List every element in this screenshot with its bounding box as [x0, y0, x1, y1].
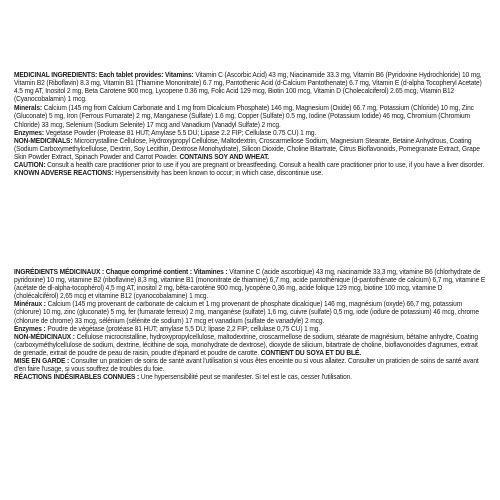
adverse-reactions-label: KNOWN ADVERSE REACTIONS:	[14, 169, 114, 178]
caution-paragraph	[14, 161, 486, 169]
non-medicinals-text: Microcrystalline Cellulose, Hydroxypropyl Cellulose, Maltodextrin, Croscarmellose Sodium, Magnesium Stearate, Betaine Anhydrous, Coating (Sodium Carboxymethylcellulose, Dextrin, Soy Lecithin, Dextrose Monohydrate), Silicon Dioxide, Choline Bitartrate, Citrus Bioflavonoids, Pomegranate Extract, Grape Skin Powder Extract, Spinach Powder and Carrot Powder.	[14, 136, 480, 161]
enzymes-paragraph-fr	[14, 325, 486, 333]
allergen-statement-fr: CONTIENT DU SOYA ET DU BLÉ.	[260, 348, 361, 357]
non-medicinals-paragraph-fr	[14, 333, 486, 357]
medicinal-ingredients-paragraph	[14, 71, 486, 103]
caution-label: CAUTION:	[14, 161, 46, 170]
medicinal-heading: MEDICINAL INGREDIENTS: Each tablet provides: Vitamins:	[14, 71, 194, 79]
allergen-statement: CONTAINS SOY AND WHEAT.	[179, 152, 270, 161]
minerals-label: Minerals:	[14, 104, 42, 113]
minerals-paragraph	[14, 104, 486, 128]
non-medicinals-paragraph	[14, 137, 486, 161]
minerals-text: Calcium (145 mg from Calcium Carbonate and 1 mg from Dicalcium Phosphate) 146 mg, Magnesium (Oxide) 66.7 mg, Potassium (Chloride) 10 mg, Zinc (Gluconate) 5 mg, Iron (Ferrous Fumarate) 2 mg, Manganese (Sulfate) 1.6 mg, Copper (Sulfate) 0.5 mg, Iodine (Potassium Iodide) 46 mcg, Chromium (Chromium Chloride) 33 mcg, Selenium (Sodium Selenite) 17 mcg and Vanadium (Vanadyl Sulfate) 2 mcg.	[14, 104, 474, 129]
adverse-reactions-text-fr: Une hypersensibilité peut se manifester. Si tel est le cas, cesser l'utilisation.	[140, 373, 352, 382]
caution-text-fr: Consulter un praticien de soins de santé avant l'utilisation si vous êtes enceinte ou si vous allaitez. Consulter un praticien de soins de santé avant d'en faire l'usage, si vous souffrez de troubles du foie.	[14, 357, 479, 374]
caution-paragraph-fr	[14, 357, 486, 373]
vitamins-text-fr: Vitamine C (acide ascorbique) 43 mg, niacinamide 33,3 mg, vitamine B6 (chlorhydrate de pyridoxine) 10 mg, vitamine B2 (riboflavine) 8,3 mg, vitamine B1 (mononitrate de thiamine) 6,7 mg, acide pantothénique (d-pantothénate de calcium) 6,7 mg, vitamine E (acétate de dl-alpha-tocophérol) 4,5 mg AT, inositol 2 mg, bêta-carotène 900 mcg, lycopène 0,36 mg, acide folique 129 mcg, biotine 100 mcg, vitamine D (cholécalciférol) 2,65 mcg et vitamine B12 (cyanocobalamine) 1 mcg.	[14, 268, 486, 301]
enzymes-label-fr: Enzymes :	[14, 324, 46, 333]
minerals-paragraph-fr	[14, 300, 486, 324]
english-ingredients-panel	[14, 71, 486, 177]
non-medicinals-text-fr: Cellulose microcristalline, hydroxypropylcellulose, maltodextrine, croscarmellose de sodium, stéarate de magnésium, bétaïne anhydre, Coating (carboxyméthylcellulose de sodium, dextrine, lécithine de soja, monohydrate de dextrose), dioxyde de silicium, bitartrate de choline, bioflavonoïdes d'agrumes, extrait de grenade, extrait de poudre de peau de raisin, poudre d'épinard et poudre de carotte.	[14, 332, 478, 357]
medicinal-heading-fr: INGRÉDIENTS MÉDICINAUX : Chaque comprimé contient : Vitamines :	[14, 268, 228, 276]
non-medicinals-label: NON-MEDICINALS:	[14, 136, 73, 145]
minerals-label-fr: Minéraux :	[14, 300, 46, 309]
french-ingredients-panel	[14, 268, 486, 381]
caution-text: Consult a health care practitioner prior to use if you are pregnant or breastfeeding. Consult a health care practitioner prior to use, if you have a liver disorder.	[47, 161, 485, 170]
non-medicinals-label-fr: NON-MÉDICINAUX :	[14, 332, 75, 341]
adverse-reactions-paragraph-fr	[14, 373, 486, 381]
enzymes-paragraph	[14, 129, 486, 137]
medicinal-ingredients-paragraph-fr	[14, 268, 486, 300]
vitamins-text: Vitamin C (Ascorbic Acid) 43 mg, Niacinamide 33.3 mg, Vitamin B6 (Pyridoxine Hydrochloride) 10 mg, Vitamin B2 (Riboflavin) 8.3 mg, Vitamin B1 (Thiamine Mononitrate) 6.7 mg, Pantothenic Acid (d-Calcium Pantothenate) 6.7 mg, Vitamin E (d-alpha Tocopheryl Acetate) 4.5 mg AT, Inositol 2 mg, Beta Carotene 900 mcg, Lycopene 0.36 mg, Folic Acid 129 mcg, Biotin 100 mcg, Vitamin D (Cholecalciferol) 2.65 mcg, Vitamin B12 (Cyanocobalamin) 1 mcg.	[14, 71, 482, 104]
enzymes-text-fr: Poudre de végétase (protéase 81 HUT; amylase 5,5 DU; lipase 2,2 FIP; cellulase 0,75 CU) 1 mg.	[47, 324, 321, 333]
enzymes-text: Vegetase Powder (Protease 81 HUT; Amylase 5.5 DU; Lipase 2.2 FIP; Cellulase 0.75 CU) 1 mg.	[45, 128, 317, 137]
caution-label-fr: MISE EN GARDE :	[14, 357, 70, 366]
adverse-reactions-paragraph	[14, 169, 486, 177]
minerals-text-fr: Calcium (145 mg provenant de carbonate de calcium et 1 mg provenant de phosphate dicalcique) 146 mg, magnésium (oxyde) 66,7 mg, potassium (chlorure) 10 mg, zinc (gluconate) 5 mg, fer (fumarate ferreux) 2 mg, manganèse (sulfate) 1,6 mg, cuivre (sulfate) 0,5 mg, iode (iodure de potassium) 46 mcg, chrome (chlorure de chrome) 33 mcg, sélénium (sélénite de sodium) 17 mcg et vanadium (sulfate de vanadyle) 2 mcg.	[14, 300, 479, 325]
enzymes-label: Enzymes:	[14, 128, 44, 137]
adverse-reactions-label-fr: RÉACTIONS INDÉSIRABLES CONNUES :	[14, 373, 140, 382]
adverse-reactions-text: Hypersensitivity has been known to occur; in which case, discontinue use.	[115, 169, 323, 178]
